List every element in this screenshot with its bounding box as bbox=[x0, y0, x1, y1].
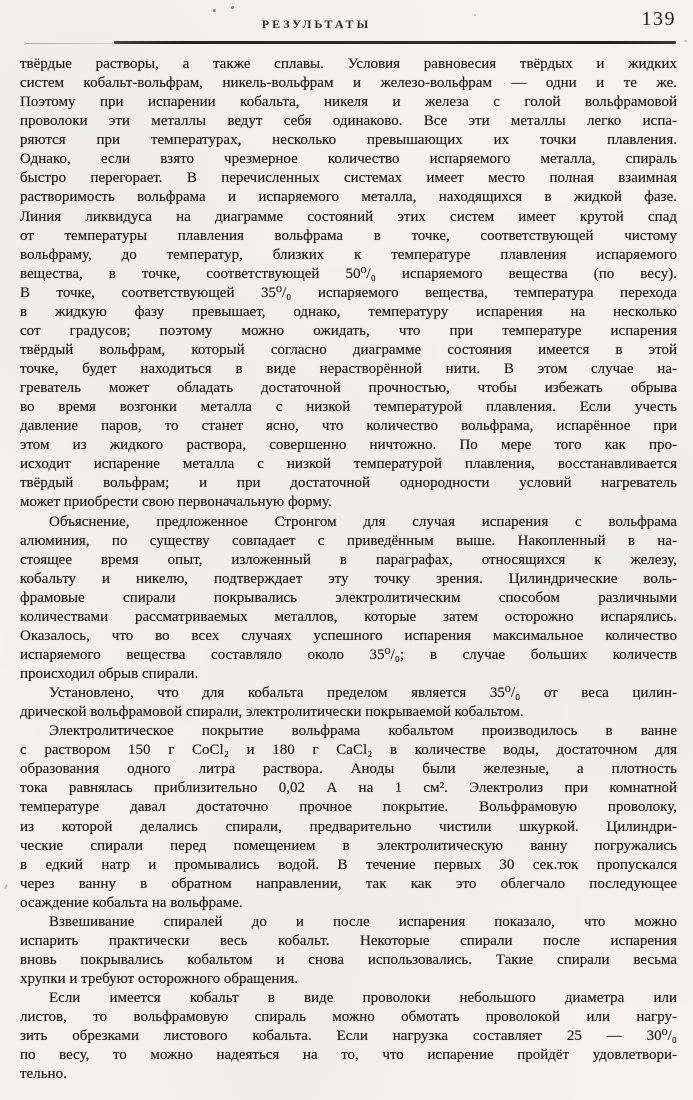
text-line: давление паров, то станет ясно, что количество вольфрама, испарённое при bbox=[20, 418, 677, 435]
text-line: листов, то вольфрамовую спираль можно обмотать проволокой или нагру- bbox=[20, 1009, 677, 1026]
text-line: образования одного литра раствора. Аноды были железные, а плотность bbox=[20, 761, 677, 778]
text-line: во время возгонки металла с низкой температурой плавления. Если учесть bbox=[20, 399, 677, 416]
text-line: вновь покрывались кобальтом и снова использовались. Такие спирали весьма bbox=[20, 951, 677, 968]
text-line: вещества, в точке, соответствующей 50⁰/₀ испаряемого вещества (по весу). bbox=[20, 265, 677, 282]
text-line: растворимость вольфрама и испаряемого металла, находящихся в жидкой фазе. bbox=[20, 189, 677, 206]
body-text-column bbox=[20, 55, 677, 1084]
scan-speck bbox=[213, 9, 216, 12]
text-line: сот градусов; поэтому можно ожидать, что при температуре испарения bbox=[20, 322, 677, 339]
text-line: Однако, если взято чрезмерное количество испаряемого металла, спираль bbox=[20, 151, 677, 168]
text-line: через ванну в обратном направлении, так как это облегчало последующее bbox=[20, 875, 677, 892]
text-line: греватель может обладать достаточной прочностью, чтобы избежать обрыва bbox=[20, 380, 677, 397]
text-line: по весу, то можно надеяться на то, что испарение пройдёт удовлетвори- bbox=[20, 1047, 677, 1064]
text-line: этом из жидкого раствора, совершенно ничтожно. По мере того как про- bbox=[20, 437, 677, 454]
text-line: Объяснение, предложенное Стронгом для случая испарения с вольфрама bbox=[49, 513, 677, 530]
header-rule bbox=[114, 41, 676, 44]
running-head: РЕЗУЛЬТАТЫ bbox=[261, 17, 372, 31]
scan-speck bbox=[4, 884, 8, 889]
page-number: 139 bbox=[641, 8, 676, 30]
text-line: твёрдые растворы, а также сплавы. Условия равновесия твёрдых и жидких bbox=[20, 56, 677, 72]
text-line: Установлено, что для кобальта пределом является 35⁰/₀ от веса цилин- bbox=[49, 685, 677, 702]
text-line: ческие спирали перед помещением в электролитическую ванну погружались bbox=[20, 837, 677, 854]
text-line: от температуры плавления вольфрама в точке, соответствующей чистому bbox=[20, 227, 677, 244]
text-line: фрамовые спирали покрывались электролитическим способом различными bbox=[20, 589, 677, 606]
text-line: Линия ликвидуса на диаграмме состояний этих систем имеет крутой спад bbox=[20, 208, 677, 225]
text-line: вольфраму, до температур, близких к температуре плавления испаряемого bbox=[20, 246, 677, 263]
text-line: в едкий натр и промывались водой. В течение первых 30 сек.ток пропускался bbox=[20, 856, 677, 873]
text-line: Взвешивание спиралей до и после испарения показало, что можно bbox=[49, 913, 677, 930]
text-line: осаждение кобальта на вольфраме. bbox=[20, 894, 243, 911]
text-line: дрической вольфрамовой спирали, электролитически покрываемой кобальтом. bbox=[20, 704, 524, 721]
text-line: ряются при температурах, несколько превышающих их точки плавления. bbox=[20, 132, 677, 149]
text-line: быстро перегорает. В перечисленных системах имеет место полная взаимная bbox=[20, 170, 677, 187]
text-line: Электролитическое покрытие вольфрама кобальтом производилось в ванне bbox=[49, 723, 677, 740]
text-line: испарить практически весь кобальт. Некоторые спирали после испарения bbox=[20, 932, 677, 949]
text-line: количествами рассматриваемых металлов, которые затем осторожно испарялись. bbox=[20, 608, 677, 625]
text-line: Поэтому при испарении кобальта, никеля и железа с голой вольфрамовой bbox=[20, 94, 677, 111]
text-line: систем кобальт-вольфрам, никель-вольфрам и железо-вольфрам — одни и те же. bbox=[20, 75, 677, 92]
text-line: температуре давал достаточно прочное покрытие. Вольфрамовую проволоку, bbox=[20, 799, 677, 816]
text-line: тельно. bbox=[20, 1066, 67, 1083]
text-line: хрупки и требуют осторожного обращения. bbox=[20, 971, 299, 987]
text-line: точке, будет находиться в виде нерастворённой нити. В этом случае на- bbox=[20, 361, 677, 377]
text-line: твёрдый вольфрам; и при достаточной однородности условий нагреватель bbox=[20, 475, 677, 492]
text-line: твёрдый вольфрам, который согласно диаграмме состояния имеется в этой bbox=[20, 341, 677, 358]
header-rule-faint bbox=[25, 43, 114, 44]
scan-speck bbox=[231, 6, 234, 9]
text-line: стоящее время опыт, изложенный в параграфах, относящихся к железу, bbox=[20, 551, 677, 568]
scan-speck bbox=[684, 40, 687, 42]
text-line: в жидкую фазу превышает, однако, температуру испарения на несколько bbox=[20, 303, 677, 320]
text-line: испаряемого вещества составляло около 35⁰/₀; в случае больших количеств bbox=[20, 646, 677, 663]
text-line: проволоки эти металлы ведут себя одинаково. Все эти металлы легко испа- bbox=[20, 113, 677, 130]
text-line: из которой делались спирали, предварительно чистили шкуркой. Цилиндри- bbox=[20, 818, 677, 835]
text-line: кобальту и никелю, подтверждает эту точку зрения. Цилиндрические воль- bbox=[20, 570, 677, 587]
text-line: исходит испарение металла с низкой температурой плавления, восстанавливается bbox=[20, 456, 677, 473]
text-line: Оказалось, что во всех случаях успешного испарения максимальное количество bbox=[20, 627, 677, 644]
text-line: В точке, соответствующей 35⁰/₀ испаряемого вещества, температура перехода bbox=[20, 284, 677, 301]
text-line: зить обрезками листового кобальта. Если нагрузка составляет 25 — 30⁰/₀ bbox=[20, 1028, 677, 1045]
text-line: тока равнялась приблизительно 0,02 А на 1 см². Электролиз при комнатной bbox=[20, 780, 677, 797]
text-line: может приобрести свою первоначальную форму. bbox=[20, 494, 332, 511]
scan-speck bbox=[474, 14, 476, 16]
text-line: Если имеется кобальт в виде проволоки небольшого диаметра или bbox=[49, 990, 677, 1007]
text-line: происходил обрыв спирали. bbox=[20, 666, 199, 682]
text-line: с раствором 150 г CoCl₂ и 180 г CaCl₂ в количестве воды, достаточном для bbox=[20, 742, 677, 759]
text-line: алюминия, по существу совпадает с приведённым выше. Накопленный в на- bbox=[20, 532, 677, 549]
